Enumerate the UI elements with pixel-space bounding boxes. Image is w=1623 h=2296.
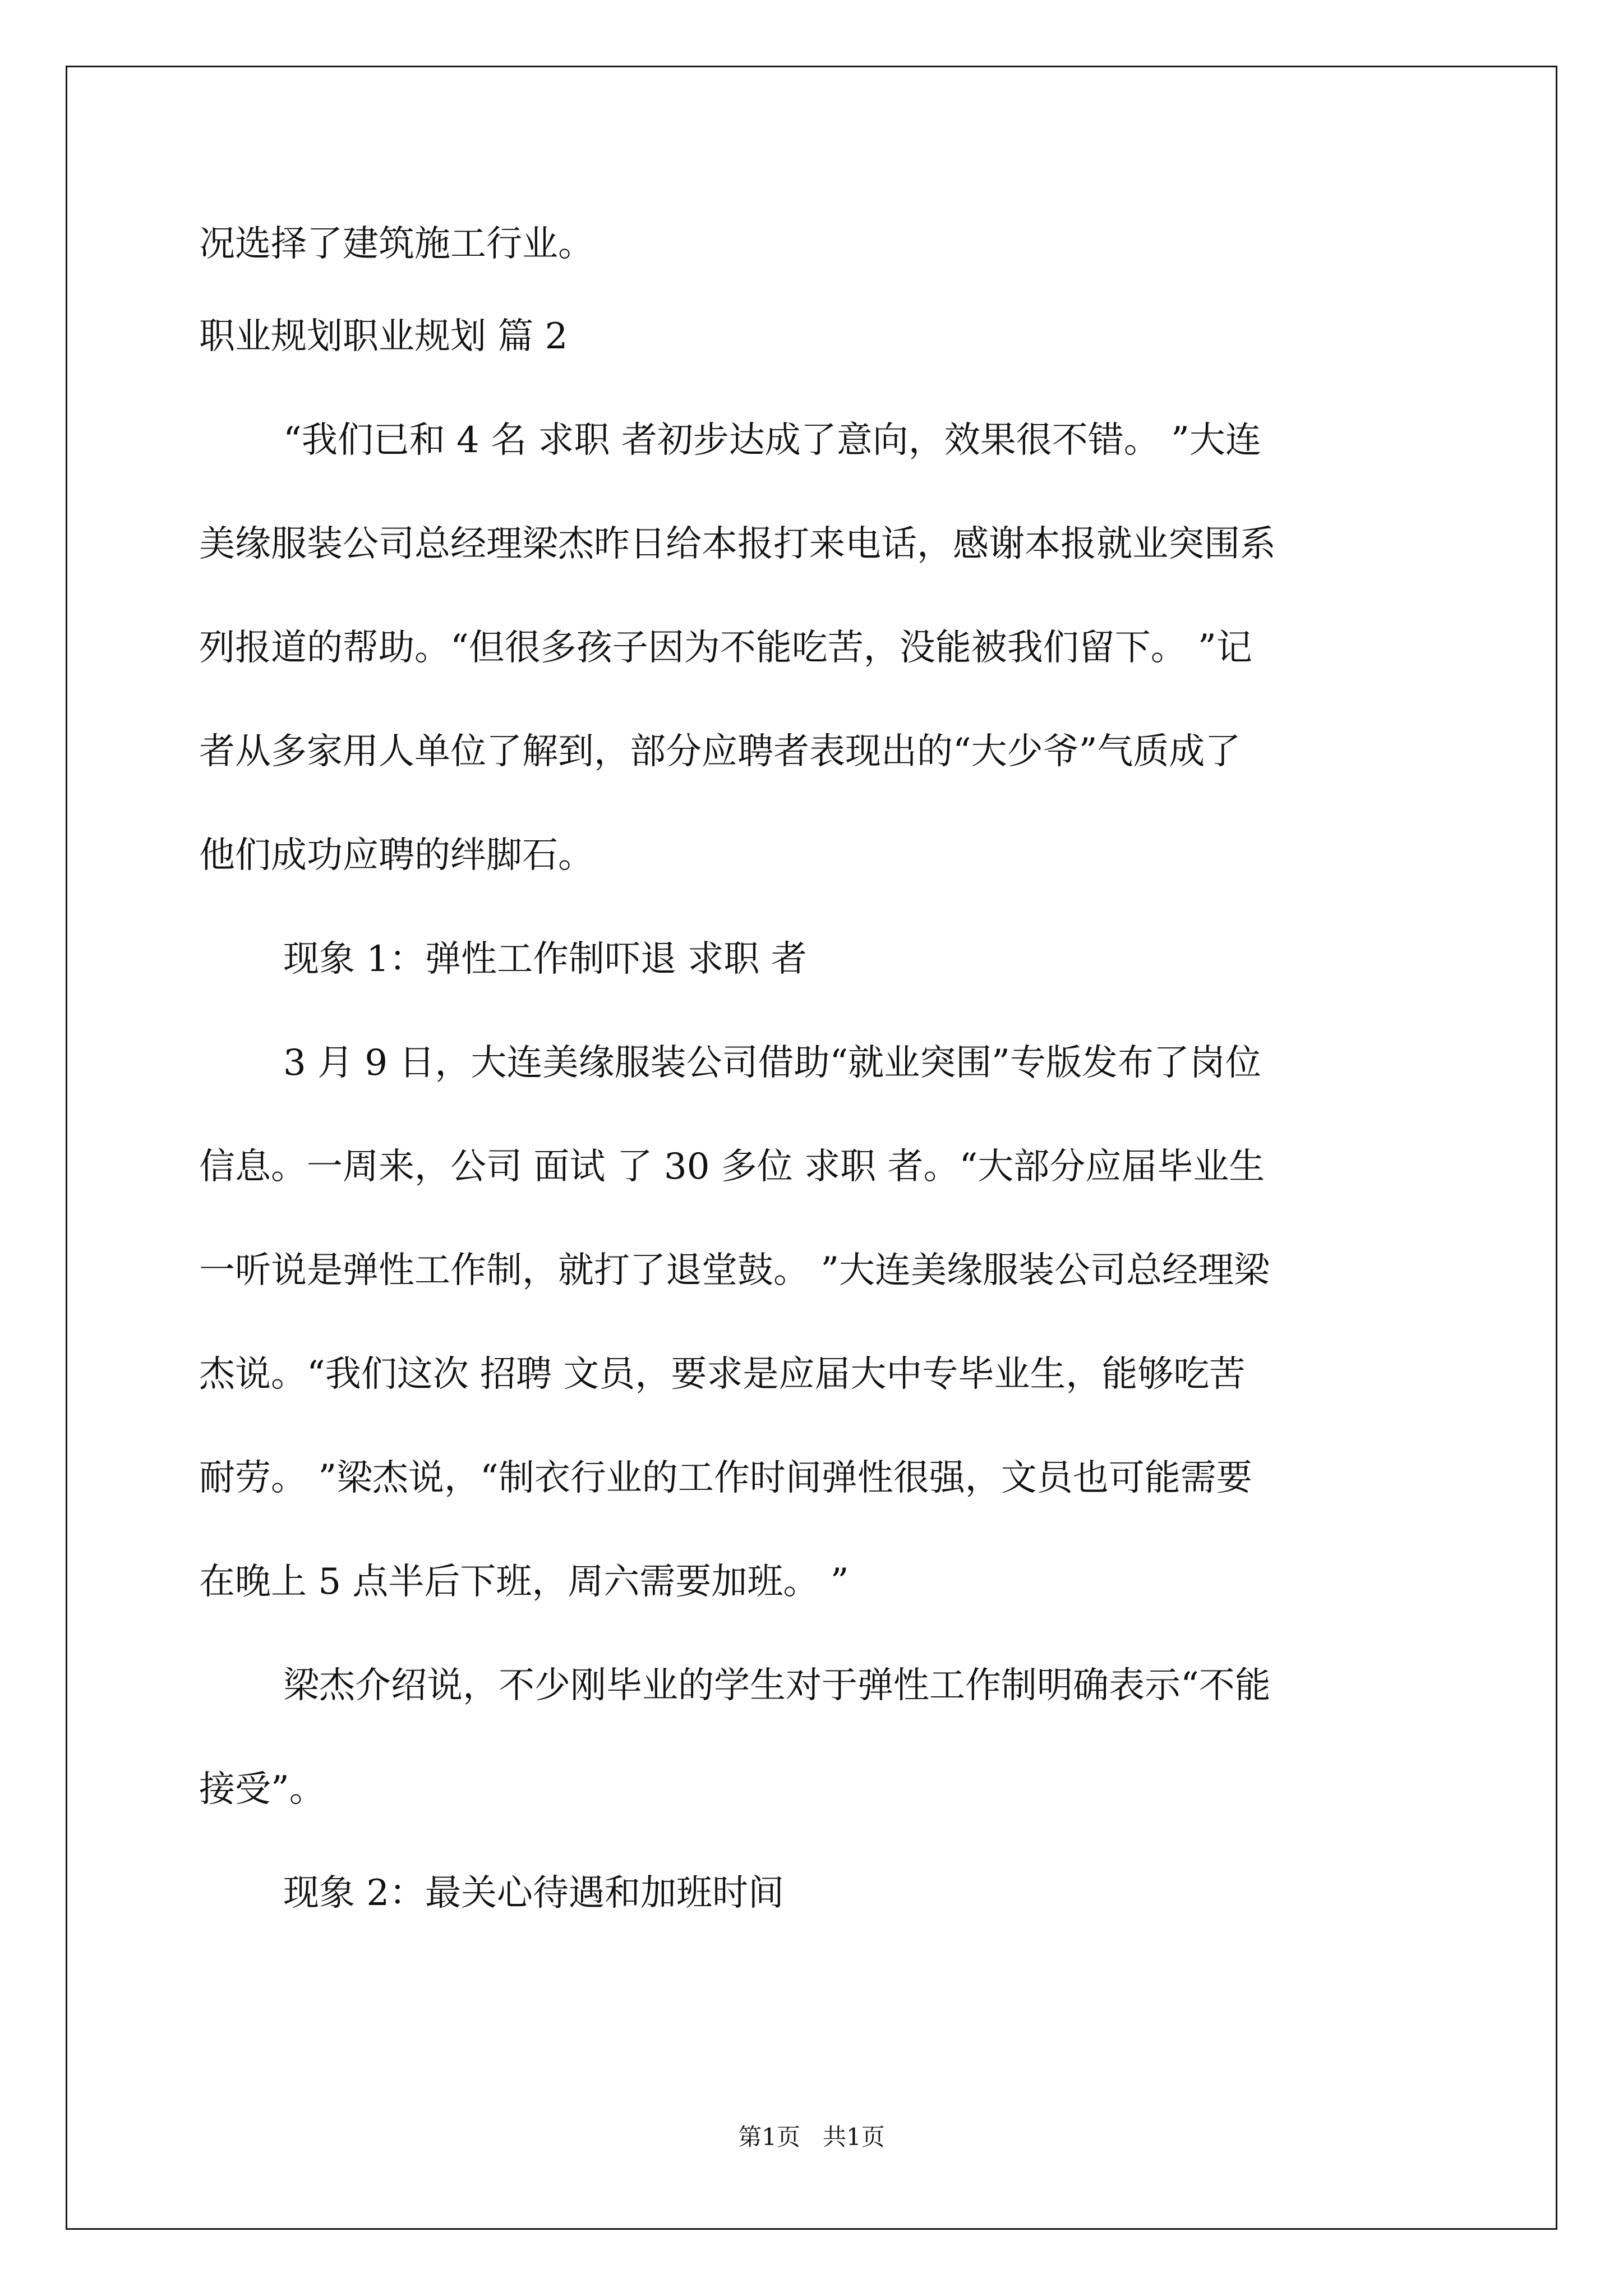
- text-line: 况选择了建筑施工行业。: [199, 223, 594, 265]
- subheading: 现象 1：弹性工作制吓退 求职 者: [283, 938, 807, 980]
- text-line: 3 月 9 日，大连美缘服装公司借助“就业突围”专版发布了岗位: [283, 1042, 1261, 1084]
- text-line: 美缘服装公司总经理梁杰昨日给本报打来电话，感谢本报就业突围系: [199, 523, 1276, 565]
- text-line: 梁杰介绍说，不少刚毕业的学生对于弹性工作制明确表示“不能: [283, 1665, 1271, 1706]
- text-line: 接受”。: [199, 1769, 325, 1810]
- text-line: “我们已和 4 名 求职 者初步达成了意向，效果很不错。 ”大连: [283, 420, 1261, 461]
- text-line: 信息。一周来，公司 面试 了 30 多位 求职 者。“大部分应届毕业生: [199, 1146, 1265, 1188]
- text-line: 杰说。“我们这次 招聘 文员，要求是应届大中专毕业生，能够吃苦: [199, 1354, 1246, 1395]
- text-line: 列报道的帮助。“但很多孩子因为不能吃苦，没能被我们留下。 ”记: [199, 627, 1252, 669]
- text-line: 一听说是弹性工作制，就打了退堂鼓。 ”大连美缘服装公司总经理梁: [199, 1250, 1270, 1291]
- text-line: 者从多家用人单位了解到，部分应聘者表现出的“大少爷”气质成了: [199, 731, 1241, 772]
- section-heading: 职业规划职业规划 篇 2: [199, 316, 568, 357]
- text-line: 他们成功应聘的绊脚石。: [199, 835, 594, 876]
- subheading: 现象 2：最关心待遇和加班时间: [283, 1872, 785, 1914]
- page-footer: 第1页 共1页: [738, 2123, 885, 2151]
- text-line: 耐劳。 ”梁杰说，“制衣行业的工作时间弹性很强，文员也可能需要: [199, 1457, 1252, 1499]
- text-line: 在晚上 5 点半后下班，周六需要加班。 ”: [199, 1561, 849, 1603]
